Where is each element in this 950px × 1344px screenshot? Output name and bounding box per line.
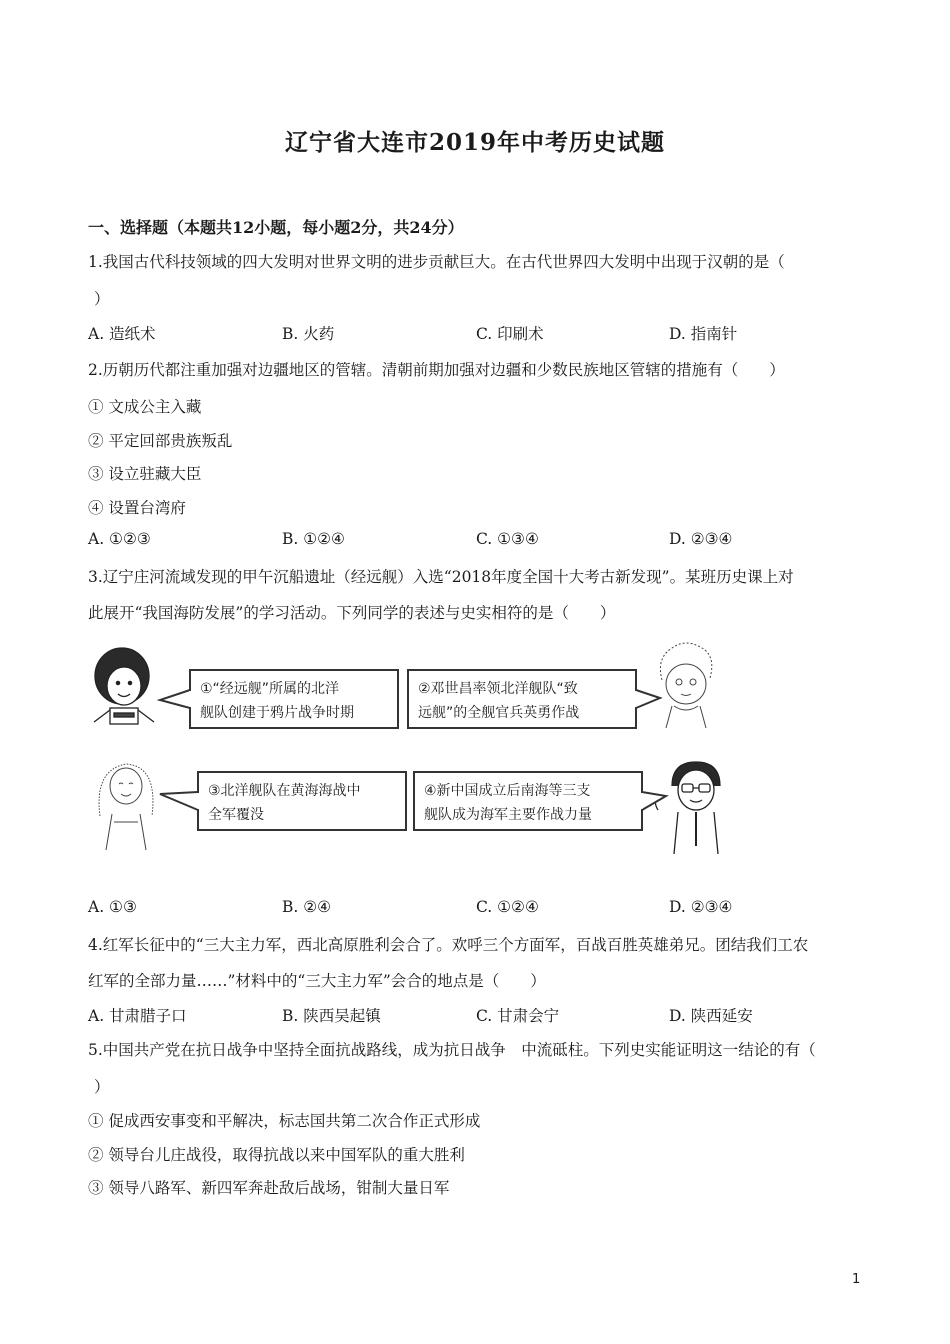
q5-item-1: ① 促成西安事变和平解决，标志国共第二次合作正式形成 xyxy=(88,1112,481,1130)
bubble-1-line2: 舰队创建于鸦片战争时期 xyxy=(200,705,354,721)
speech-bubble-4 xyxy=(414,772,666,830)
q4-option-a[interactable]: A. 甘肃腊子口 xyxy=(88,1007,187,1025)
q2-item-3: ③ 设立驻藏大臣 xyxy=(88,465,202,483)
q2-option-d[interactable]: D. ②③④ xyxy=(669,530,733,548)
q3-stem-line2: 此展开“我国海防发展”的学习活动。下列同学的表述与史实相符的是（ ） xyxy=(88,604,616,622)
q4-option-d[interactable]: D. 陕西延安 xyxy=(669,1007,753,1025)
q5-stem-line1: 5.中国共产党在抗日战争中坚持全面抗战路线，成为抗日战争 中流砥柱。下列史实能证明这一结论的有（ xyxy=(88,1041,816,1059)
q3-option-a[interactable]: A. ①③ xyxy=(88,898,137,916)
speech-bubble-1 xyxy=(160,670,398,728)
q2-stem: 2.历朝历代都注重加强对边疆地区的管辖。清朝前期加强对边疆和少数民族地区管辖的措施有（ ） xyxy=(88,361,785,379)
q3-cartoon-figure xyxy=(88,636,728,864)
section-heading: 一、选择题（本题共12小题，每小题2分，共24分） xyxy=(88,218,464,237)
bubble-4-line2: 舰队成为海军主要作战力量 xyxy=(424,807,592,823)
q4-option-c[interactable]: C. 甘肃会宁 xyxy=(476,1007,560,1025)
q5-item-2: ② 领导台儿庄战役，取得抗战以来中国军队的重大胜利 xyxy=(88,1146,465,1164)
q1-option-a[interactable]: A. 造纸术 xyxy=(88,325,156,343)
bubble-2-line2: 远舰”的全舰官兵英勇作战 xyxy=(418,705,580,721)
q2-option-a[interactable]: A. ①②③ xyxy=(88,530,151,548)
q3-option-d[interactable]: D. ②③④ xyxy=(669,898,733,916)
q1-option-b[interactable]: B. 火药 xyxy=(282,325,335,343)
q1-stem-line2: ） xyxy=(94,290,110,308)
bubble-1-line1: ①“经远舰”所属的北洋 xyxy=(200,681,340,697)
student-girl-long-hair-icon xyxy=(99,764,153,850)
speech-bubble-3 xyxy=(160,772,406,830)
q1-stem-line1: 1.我国古代科技领域的四大发明对世界文明的进步贡献巨大。在古代世界四大发明中出现于汉朝的是（ xyxy=(88,253,785,271)
student-boy-glasses-icon xyxy=(655,762,720,854)
q4-option-b[interactable]: B. 陕西吴起镇 xyxy=(282,1007,381,1025)
student-girl-bob-icon xyxy=(94,648,154,724)
page-number: 1 xyxy=(852,1272,861,1287)
q1-option-d[interactable]: D. 指南针 xyxy=(669,325,738,343)
q2-option-b[interactable]: B. ①②④ xyxy=(282,530,345,548)
speech-bubble-2 xyxy=(408,670,660,728)
page-title: 辽宁省大连市2019年中考历史试题 xyxy=(284,129,665,156)
q3-stem-line1: 3.辽宁庄河流域发现的甲午沉船遗址（经远舰）入选“2018年度全国十大考古新发现”。某班历史课上对 xyxy=(88,568,794,586)
bubble-2-line1: ②邓世昌率领北洋舰队“致 xyxy=(418,681,578,697)
q1-option-c[interactable]: C. 印刷术 xyxy=(476,325,544,343)
q4-stem-line1: 4.红军长征中的“三大主力军，西北高原胜利会合了。欢呼三个方面军，百战百胜英雄弟兄。团结我们工农 xyxy=(88,936,809,954)
q5-stem-line2: ） xyxy=(94,1078,110,1096)
q3-option-b[interactable]: B. ②④ xyxy=(282,898,332,916)
bubble-3-line1: ③北洋舰队在黄海海战中 xyxy=(208,783,361,799)
q3-option-c[interactable]: C. ①②④ xyxy=(476,898,539,916)
q2-option-c[interactable]: C. ①③④ xyxy=(476,530,539,548)
bubble-4-line1: ④新中国成立后南海等三支 xyxy=(424,783,591,799)
q2-item-2: ② 平定回部贵族叛乱 xyxy=(88,432,233,450)
student-boy-curly-icon xyxy=(660,643,711,728)
q5-item-3: ③ 领导八路军、新四军奔赴敌后战场，钳制大量日军 xyxy=(88,1179,450,1197)
q2-item-4: ④ 设置台湾府 xyxy=(88,499,186,517)
q2-item-1: ① 文成公主入藏 xyxy=(88,398,202,416)
q4-stem-line2: 红军的全部力量……”材料中的“三大主力军”会合的地点是（ ） xyxy=(88,972,546,990)
bubble-3-line2: 全军覆没 xyxy=(208,807,264,823)
